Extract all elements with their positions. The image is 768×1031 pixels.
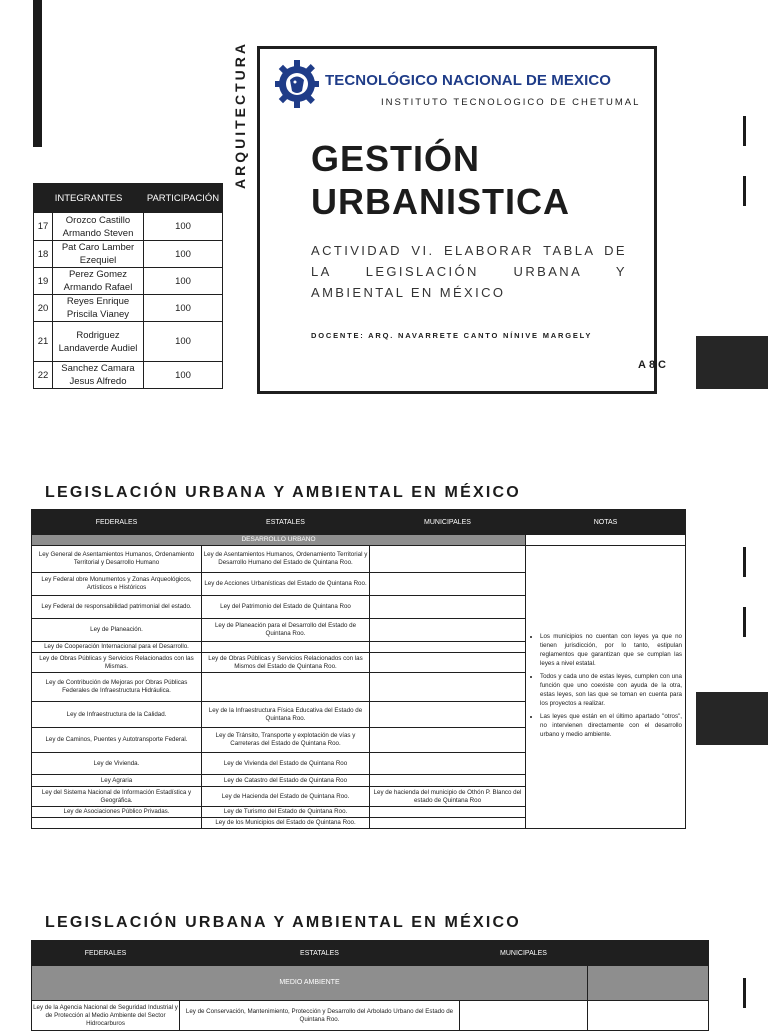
member-number: 17 [34, 213, 53, 241]
state-law: Ley de Conservación, Mantenimiento, Protección y Desarrollo del Arbolado Urbano del Estado de Quintana Roo. [180, 1001, 460, 1031]
member-name: Orozco Castillo Armando Steven [53, 213, 144, 241]
col-header-state: ESTATALES [202, 510, 370, 535]
federal-law: Ley Federal obre Monumentos y Zonas Arqueológicos, Artísticos e Históricos [32, 573, 202, 596]
federal-law: Ley de la Agencia Nacional de Seguridad Industrial y de Protección al Medio Ambiente del Sector Hidrocarburos [32, 1001, 180, 1031]
municipal-law [370, 596, 526, 619]
municipal-law [370, 818, 526, 829]
campus-name: INSTITUTO TECNOLOGICO DE CHETUMAL [381, 97, 641, 108]
empty-cell [526, 535, 686, 546]
federal-law [32, 818, 202, 829]
member-number: 18 [34, 241, 53, 268]
member-score: 100 [144, 213, 223, 241]
member-name: Perez Gomez Armando Rafael [53, 268, 144, 295]
col-header-notes: NOTAS [526, 510, 686, 535]
federal-law: Ley del Sistema Nacional de Información Estadística y Geográfica. [32, 787, 202, 807]
federal-law: Ley de Obras Públicas y Servicios Relacionados con las Mismas. [32, 653, 202, 673]
subject-title-line2: URBANISTICA [311, 181, 570, 222]
state-law: Ley de Planeación para el Desarrollo del Estado de Quintana Roo. [202, 619, 370, 642]
note-item: • Las leyes que están en el último apartado "otros", no intervienen directamente con el desarrollo urbano y medio ambiente. [540, 712, 682, 739]
state-law: Ley de Vivienda del Estado de Quintana Roo [202, 753, 370, 775]
environment-legislation-table [31, 940, 709, 1031]
members-header-participation: PARTICIPACIÓN [144, 184, 223, 213]
subject-title [311, 137, 570, 223]
municipal-law [370, 573, 526, 596]
right-tick-1 [743, 116, 746, 146]
table-row [32, 546, 686, 573]
group-code: A8C [638, 359, 670, 371]
municipal-law [370, 653, 526, 673]
municipal-law [370, 753, 526, 775]
state-law: Ley de Acciones Urbanísticas del Estado de Quintana Roo. [202, 573, 370, 596]
teacher-name: DOCENTE: ARQ. NAVARRETE CANTO NÍNIVE MARGELY [311, 331, 593, 340]
state-law: Ley de Turismo del Estado de Quintana Roo. [202, 807, 370, 818]
empty-cell [588, 966, 709, 1001]
section-title-urban: LEGISLACIÓN URBANA Y AMBIENTAL EN MÉXICO [45, 484, 521, 501]
institution-name: TECNOLÓGICO NACIONAL DE MEXICO [325, 72, 612, 89]
col-header-state: ESTATALES [180, 941, 460, 966]
col-header-municipal: MUNICIPALES [460, 941, 588, 966]
member-name: Pat Caro Lamber Ezequiel [53, 241, 144, 268]
federal-law: Ley General de Asentamientos Humanos, Ordenamiento Territorial y Desarrollo Humano [32, 546, 202, 573]
member-row [34, 362, 223, 389]
state-law [202, 642, 370, 653]
state-law: Ley de Catastro del Estado de Quintana Roo [202, 775, 370, 787]
federal-law: Ley de Cooperación Internacional para el Desarrollo. [32, 642, 202, 653]
category-environment: MEDIO AMBIENTE [32, 966, 588, 1001]
member-row [34, 322, 223, 362]
municipal-law [370, 642, 526, 653]
table-row [32, 1001, 709, 1031]
member-score: 100 [144, 241, 223, 268]
state-law: Ley de Tránsito, Transporte y explotación de vías y Carreteras del Estado de Quintana Roo. [202, 728, 370, 753]
urban-legislation-table [31, 509, 686, 829]
section-title-environment: LEGISLACIÓN URBANA Y AMBIENTAL EN MÉXICO [45, 914, 521, 931]
municipal-law [370, 619, 526, 642]
federal-law: Ley de Contribución de Mejoras por Obras Públicas Federales de Infraestructura Hidráulica. [32, 673, 202, 702]
municipal-law [370, 546, 526, 573]
member-row [34, 213, 223, 241]
state-law: Ley de los Municipios del Estado de Quintana Roo. [202, 818, 370, 829]
right-tick-3 [743, 547, 746, 577]
right-dark-block-1 [696, 336, 768, 389]
right-tick-5 [743, 978, 746, 1008]
member-name: Rodriguez Landaverde Audiel [53, 322, 144, 362]
note-item: • Los municipios no cuentan con leyes ya que no tienen jurisdicción, por lo tanto, estipulan reglamentos que garantizan que se cumplan las leyes a nivel estatal. [540, 632, 682, 668]
members-table [33, 183, 223, 389]
member-row [34, 241, 223, 268]
member-number: 20 [34, 295, 53, 322]
municipal-law [370, 775, 526, 787]
cover-card [257, 46, 670, 394]
member-name: Reyes Enrique Priscila Vianey [53, 295, 144, 322]
federal-law: Ley de Planeación. [32, 619, 202, 642]
federal-law: Ley de Infraestructura de la Calidad. [32, 702, 202, 728]
member-number: 22 [34, 362, 53, 389]
note-item: • Todos y cada uno de estas leyes, cumplen con una función que uno coexiste con ayuda de la otra, estas leyes, son las que se toman en cuenta para los proyectos a realizar. [540, 672, 682, 708]
member-score: 100 [144, 362, 223, 389]
col-header-municipal: MUNICIPALES [370, 510, 526, 535]
vertical-label: ARQUITECTURA [232, 41, 248, 189]
member-row [34, 295, 223, 322]
col-header-extra [588, 941, 709, 966]
member-row [34, 268, 223, 295]
member-number: 21 [34, 322, 53, 362]
right-tick-4 [743, 607, 746, 637]
tecnm-logo-icon [274, 53, 320, 115]
state-law: Ley de Hacienda del Estado de Quintana Roo. [202, 787, 370, 807]
left-accent-bar [33, 0, 42, 147]
member-score: 100 [144, 268, 223, 295]
col-header-federal: FEDERALES [32, 510, 202, 535]
municipal-law [460, 1001, 588, 1031]
state-law [202, 673, 370, 702]
federal-law: Ley Federal de responsabilidad patrimonial del estado. [32, 596, 202, 619]
empty-cell [588, 1001, 709, 1031]
municipal-law [370, 807, 526, 818]
municipal-law [370, 702, 526, 728]
activity-description: ACTIVIDAD VI. ELABORAR TABLA DE LA LEGISLACIÓN URBANA Y AMBIENTAL EN MÉXICO [311, 243, 627, 300]
federal-law: Ley Agraria [32, 775, 202, 787]
state-law: Ley del Patrimonio del Estado de Quintana Roo [202, 596, 370, 619]
member-score: 100 [144, 322, 223, 362]
state-law: Ley de Asentamientos Humanos, Ordenamiento Territorial y Desarrollo Humano del Estado de Quintana Roo. [202, 546, 370, 573]
state-law: Ley de Obras Públicas y Servicios Relacionados con las Mismos del Estado de Quintana Roo. [202, 653, 370, 673]
notes-cell [526, 546, 686, 829]
municipal-law: Ley de hacienda del municipio de Othón P. Blanco del estado de Quintana Roo [370, 787, 526, 807]
federal-law: Ley de Vivienda. [32, 753, 202, 775]
right-dark-block-2 [696, 692, 768, 745]
col-header-federal: FEDERALES [32, 941, 180, 966]
member-name: Sanchez Camara Jesus Alfredo [53, 362, 144, 389]
members-header-name: INTEGRANTES [34, 184, 144, 213]
federal-law: Ley de Asociaciones Público Privadas. [32, 807, 202, 818]
subject-title-line1: GESTIÓN [311, 138, 481, 179]
federal-law: Ley de Caminos, Puentes y Autotransporte Federal. [32, 728, 202, 753]
municipal-law [370, 728, 526, 753]
municipal-law [370, 673, 526, 702]
state-law: Ley de la Infraestructura Física Educativa del Estado de Quintana Roo. [202, 702, 370, 728]
member-score: 100 [144, 295, 223, 322]
category-urban-development: DESARROLLO URBANO [32, 535, 526, 546]
right-tick-2 [743, 176, 746, 206]
member-number: 19 [34, 268, 53, 295]
